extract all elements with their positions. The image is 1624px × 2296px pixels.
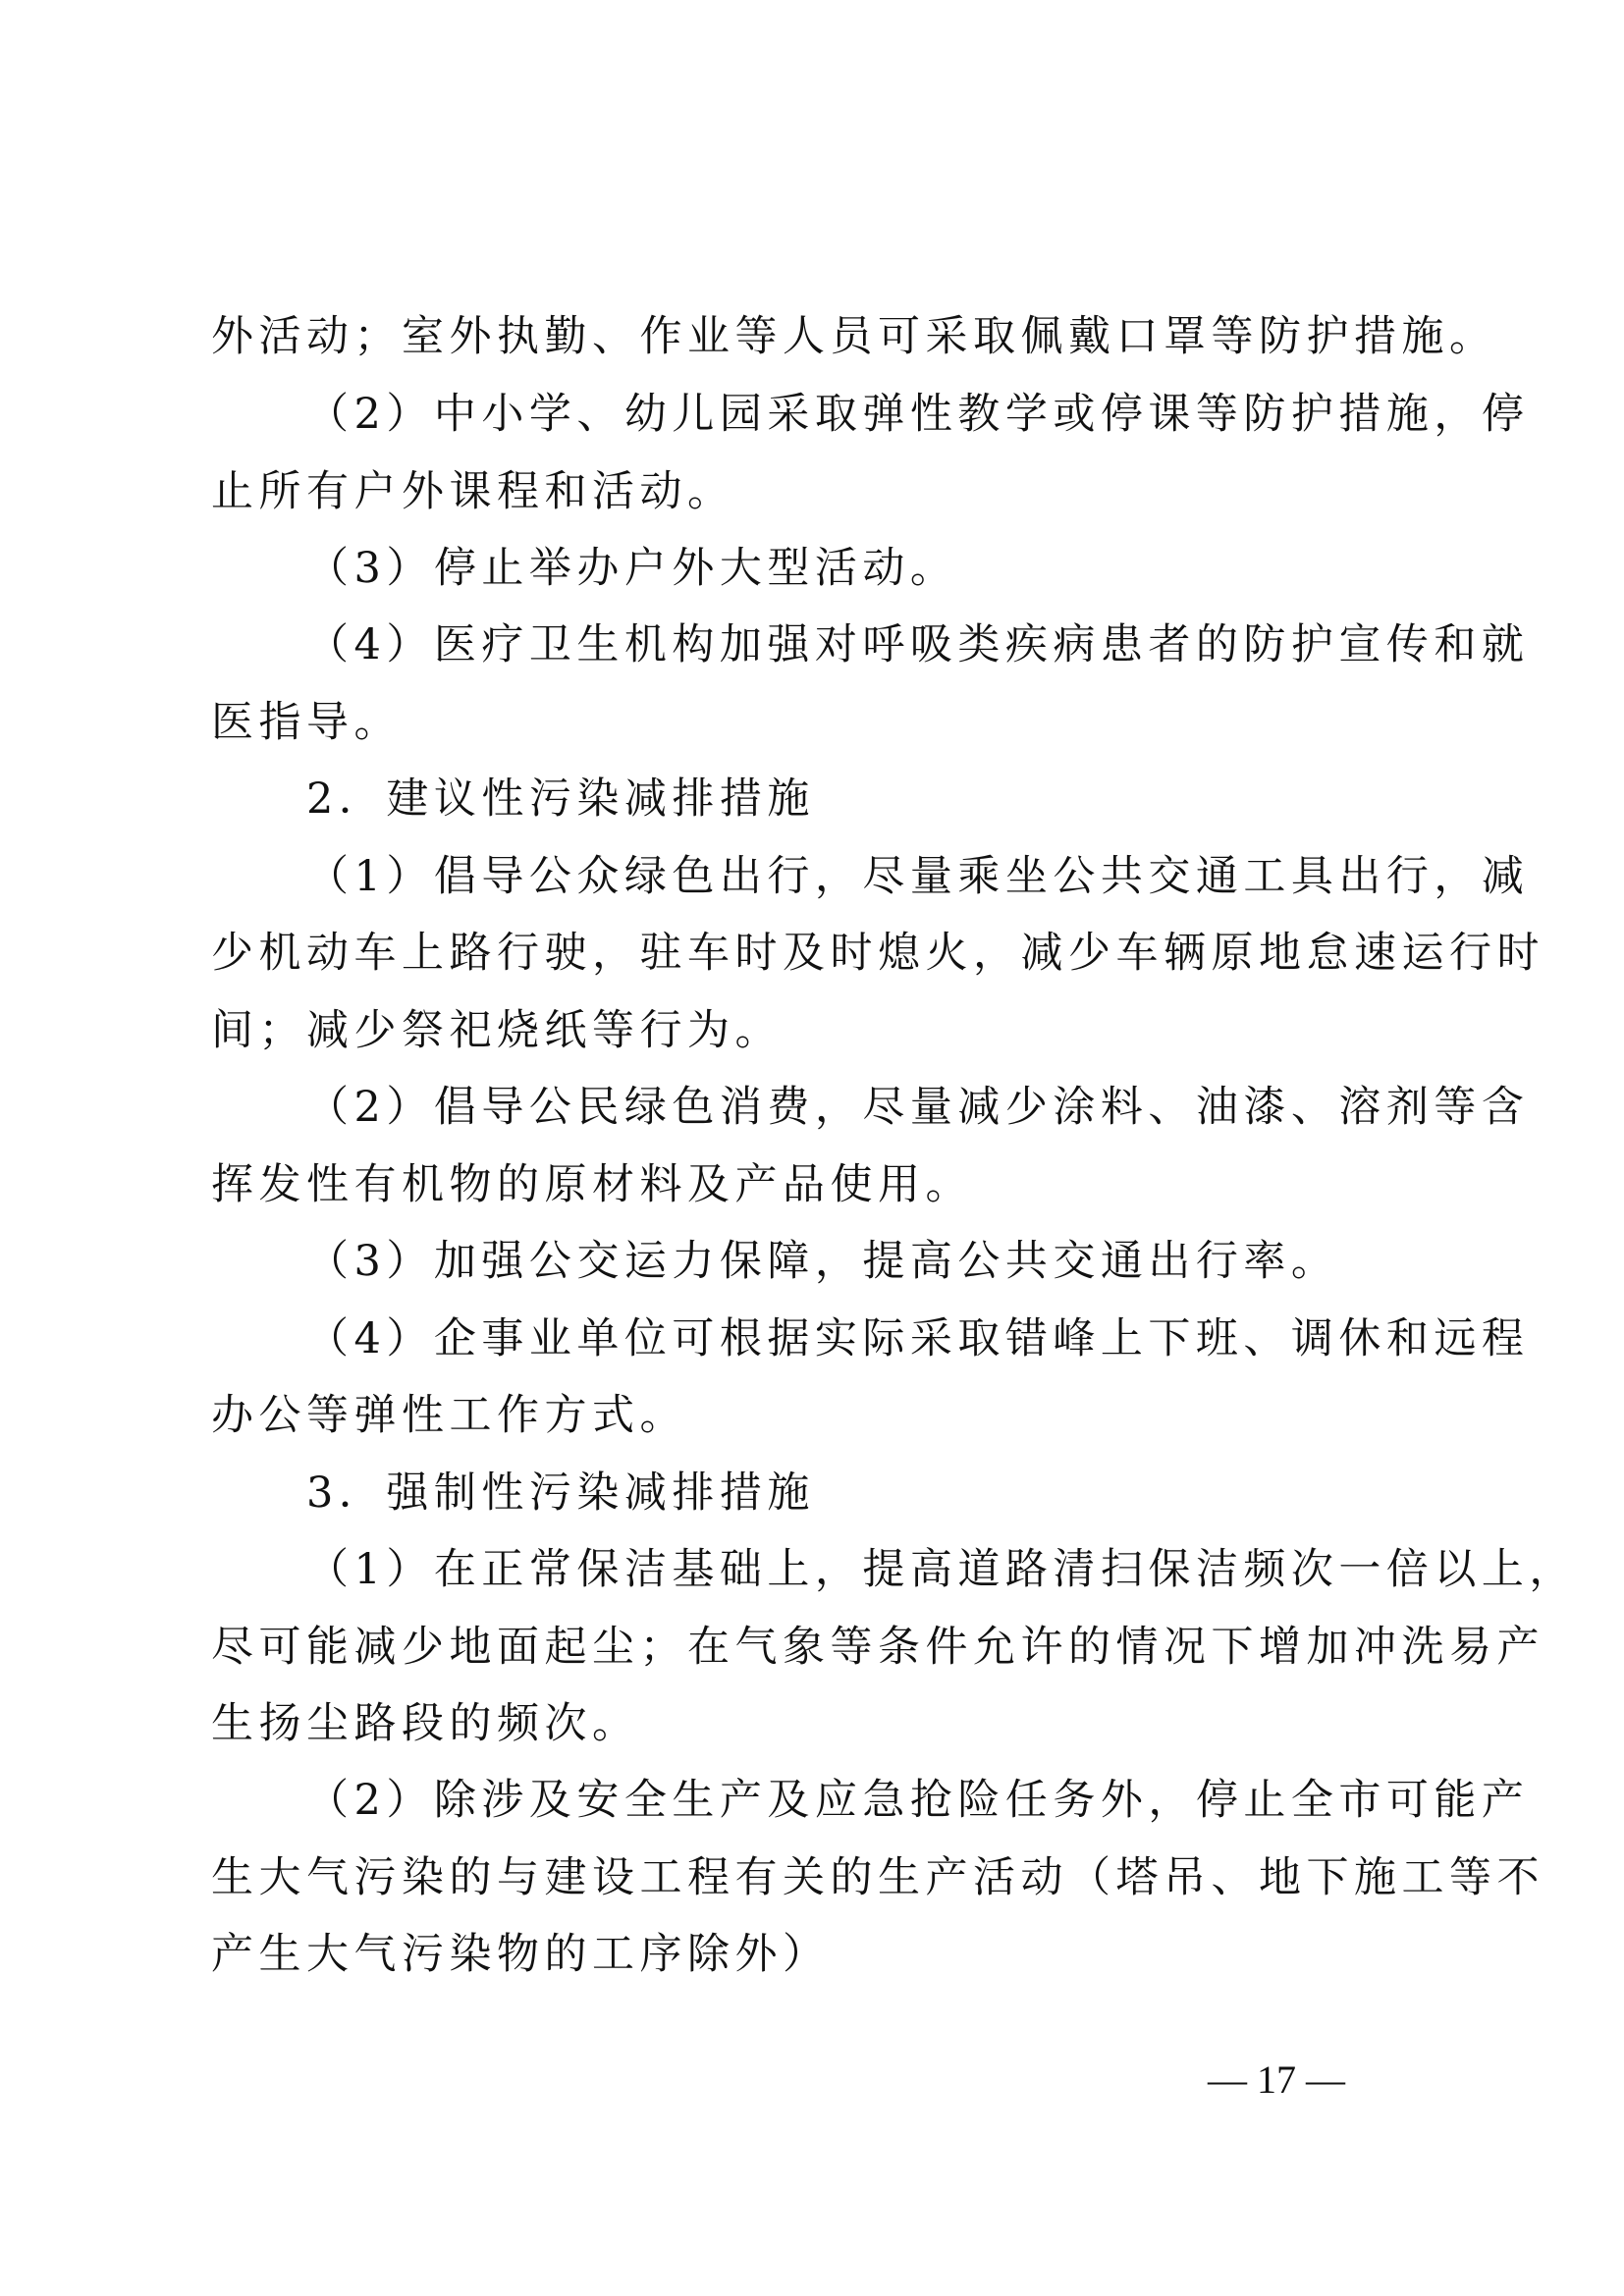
body-text-line: 医指导。 xyxy=(211,698,402,747)
list-item: （2）倡导公民绿色消费，尽量减少涂料、油漆、溶剂等含 xyxy=(306,1083,1530,1132)
body-text-line: 生扬尘路段的频次。 xyxy=(211,1699,640,1748)
body-text-line: 外活动；室外执勤、作业等人员可采取佩戴口罩等防护措施。 xyxy=(211,312,1497,361)
list-item: （1）在正常保洁基础上，提高道路清扫保洁频次一倍以上， xyxy=(306,1545,1577,1594)
list-item: （2）除涉及安全生产及应急抢险任务外，停止全市可能产 xyxy=(306,1776,1530,1825)
list-item: （4）医疗卫生机构加强对呼吸类疾病患者的防护宣传和就 xyxy=(306,620,1530,669)
body-text-line: 少机动车上路行驶，驻车时及时熄火，减少车辆原地怠速运行时 xyxy=(211,929,1544,978)
list-item: （3）加强公交运力保障，提高公共交通出行率。 xyxy=(306,1237,1339,1286)
body-text-line: 产生大气污染物的工序除外） xyxy=(211,1930,831,1979)
body-text-line: 挥发性有机物的原材料及产品使用。 xyxy=(211,1160,973,1209)
body-text-line: 止所有户外课程和活动。 xyxy=(211,467,735,516)
list-item: （4）企事业单位可根据实际采取错峰上下班、调休和远程 xyxy=(306,1314,1530,1363)
list-item: （1）倡导公众绿色出行，尽量乘坐公共交通工具出行，减 xyxy=(306,852,1530,901)
section-heading: 3．强制性污染减排措施 xyxy=(306,1468,815,1518)
section-heading: 2．建议性污染减排措施 xyxy=(306,774,815,824)
body-text-line: 办公等弹性工作方式。 xyxy=(211,1391,687,1440)
list-item: （3）停止举办户外大型活动。 xyxy=(306,544,958,593)
page-number: — 17 — xyxy=(1208,2057,1345,2102)
body-text-line: 尽可能减少地面起尘；在气象等条件允许的情况下增加冲洗易产 xyxy=(211,1623,1544,1672)
body-text-line: 间；减少祭祀烧纸等行为。 xyxy=(211,1006,783,1055)
body-text-line: 生大气污染的与建设工程有关的生产活动（塔吊、地下施工等不 xyxy=(211,1853,1544,1902)
list-item: （2）中小学、幼儿园采取弹性教学或停课等防护措施，停 xyxy=(306,390,1530,439)
